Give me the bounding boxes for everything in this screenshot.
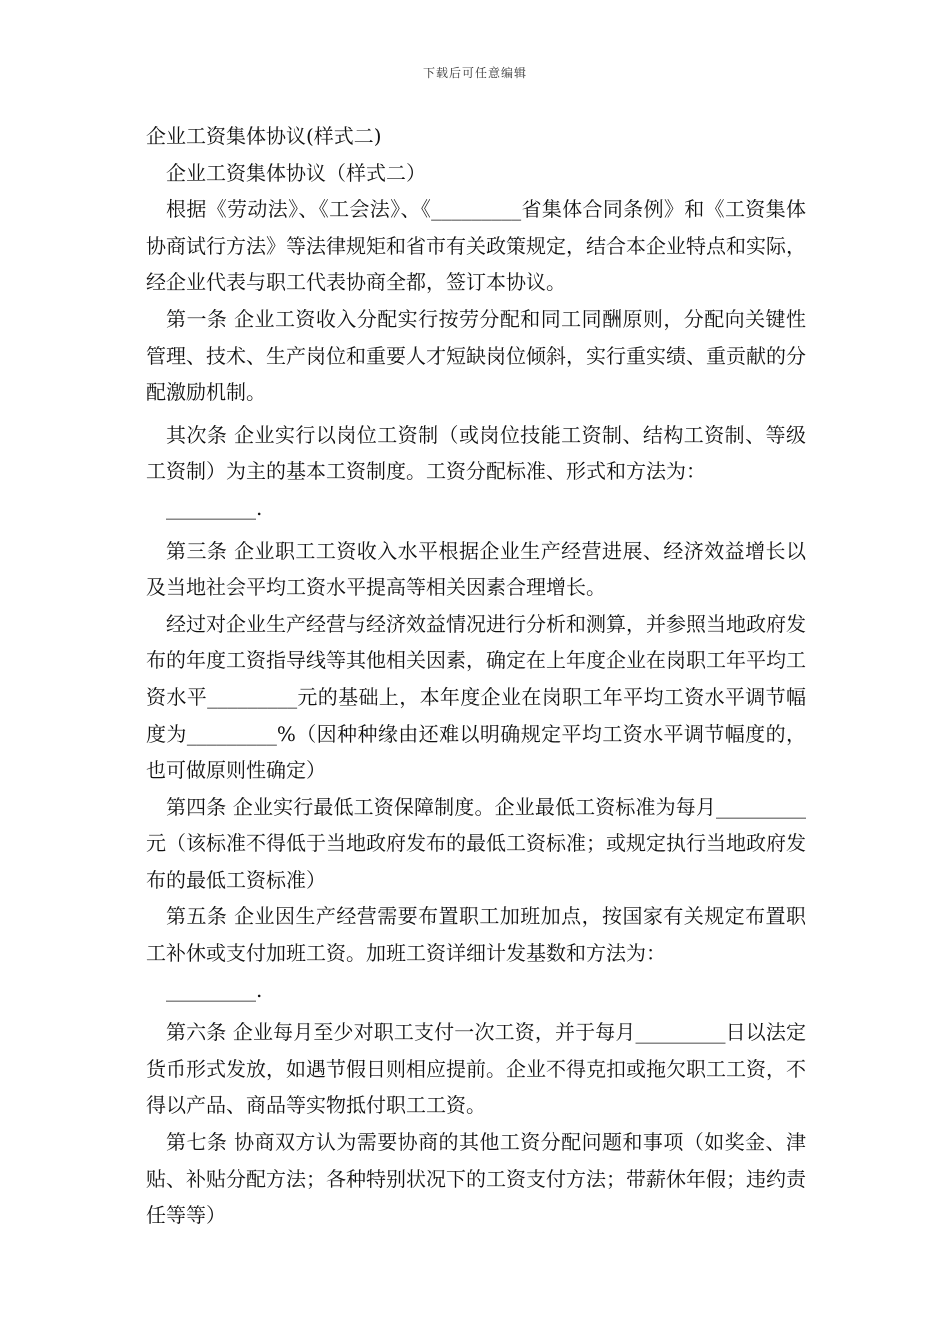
article-4: 第四条 企业实行最低工资保障制度。企业最低工资标准为每月_________元（该标准不得低于当地政府发布的最低工资标准；或规定执行当地政府发布的最低工资标准） bbox=[146, 794, 806, 892]
intro-paragraph: 根据《劳动法》、《工会法》、《_________省集体合同条例》和《工资集体协商试行方法》等法律规矩和省市有关政策规定，结合本企业特点和实际，经企业代表与职工代表协商全都，签订本协议。 bbox=[146, 197, 806, 295]
article-7: 第七条 协商双方认为需要协商的其他工资分配问题和事项（如奖金、津贴、补贴分配方法；各种特别状况下的工资支付方法；带薪休年假；违约责任等等） bbox=[146, 1130, 806, 1228]
article-5: 第五条 企业因生产经营需要布置职工加班加点，按国家有关规定布置职工补休或支付加班工资。加班工资详细计发基数和方法为： bbox=[146, 904, 806, 966]
page-header-note: 下载后可任意编辑 bbox=[422, 66, 527, 80]
document-title: 企业工资集体协议(样式二) bbox=[146, 124, 382, 148]
document-subtitle: 企业工资集体协议（样式二） bbox=[166, 160, 426, 185]
article-5-blank: _________. bbox=[166, 977, 263, 1002]
article-6: 第六条 企业每月至少对职工支付一次工资，并于每月_________日以法定货币形式发放，如遇节假日则相应提前。企业不得克扣或拖欠职工工资，不得以产品、商品等实物抵付职工工资。 bbox=[146, 1020, 806, 1118]
article-2-blank: _________. bbox=[166, 495, 263, 520]
article-2: 其次条 企业实行以岗位工资制（或岗位技能工资制、结构工资制、等级工资制）为主的基本工资制度。工资分配标准、形式和方法为： bbox=[146, 422, 806, 484]
article-3: 第三条 企业职工工资收入水平根据企业生产经营进展、经济效益增长以及当地社会平均工资水平提高等相关因素合理增长。 bbox=[146, 538, 806, 600]
article-3-detail: 经过对企业生产经营与经济效益情况进行分析和测算，并参照当地政府发布的年度工资指导线等其他相关因素，确定在上年度企业在岗职工年平均工资水平_________元的基础上，本年度企业在岗职工年平均工资水平调节幅度为_________%（因种种缘由还难以明确规定平均工资水平调节幅度的，也可做原则性确定） bbox=[146, 611, 806, 783]
article-1: 第一条 企业工资收入分配实行按劳分配和同工同酬原则，分配向关键性管理、技术、生产岗位和重要人才短缺岗位倾斜，实行重实绩、重贡献的分配激励机制。 bbox=[146, 306, 806, 405]
document-body bbox=[146, 118, 806, 1234]
